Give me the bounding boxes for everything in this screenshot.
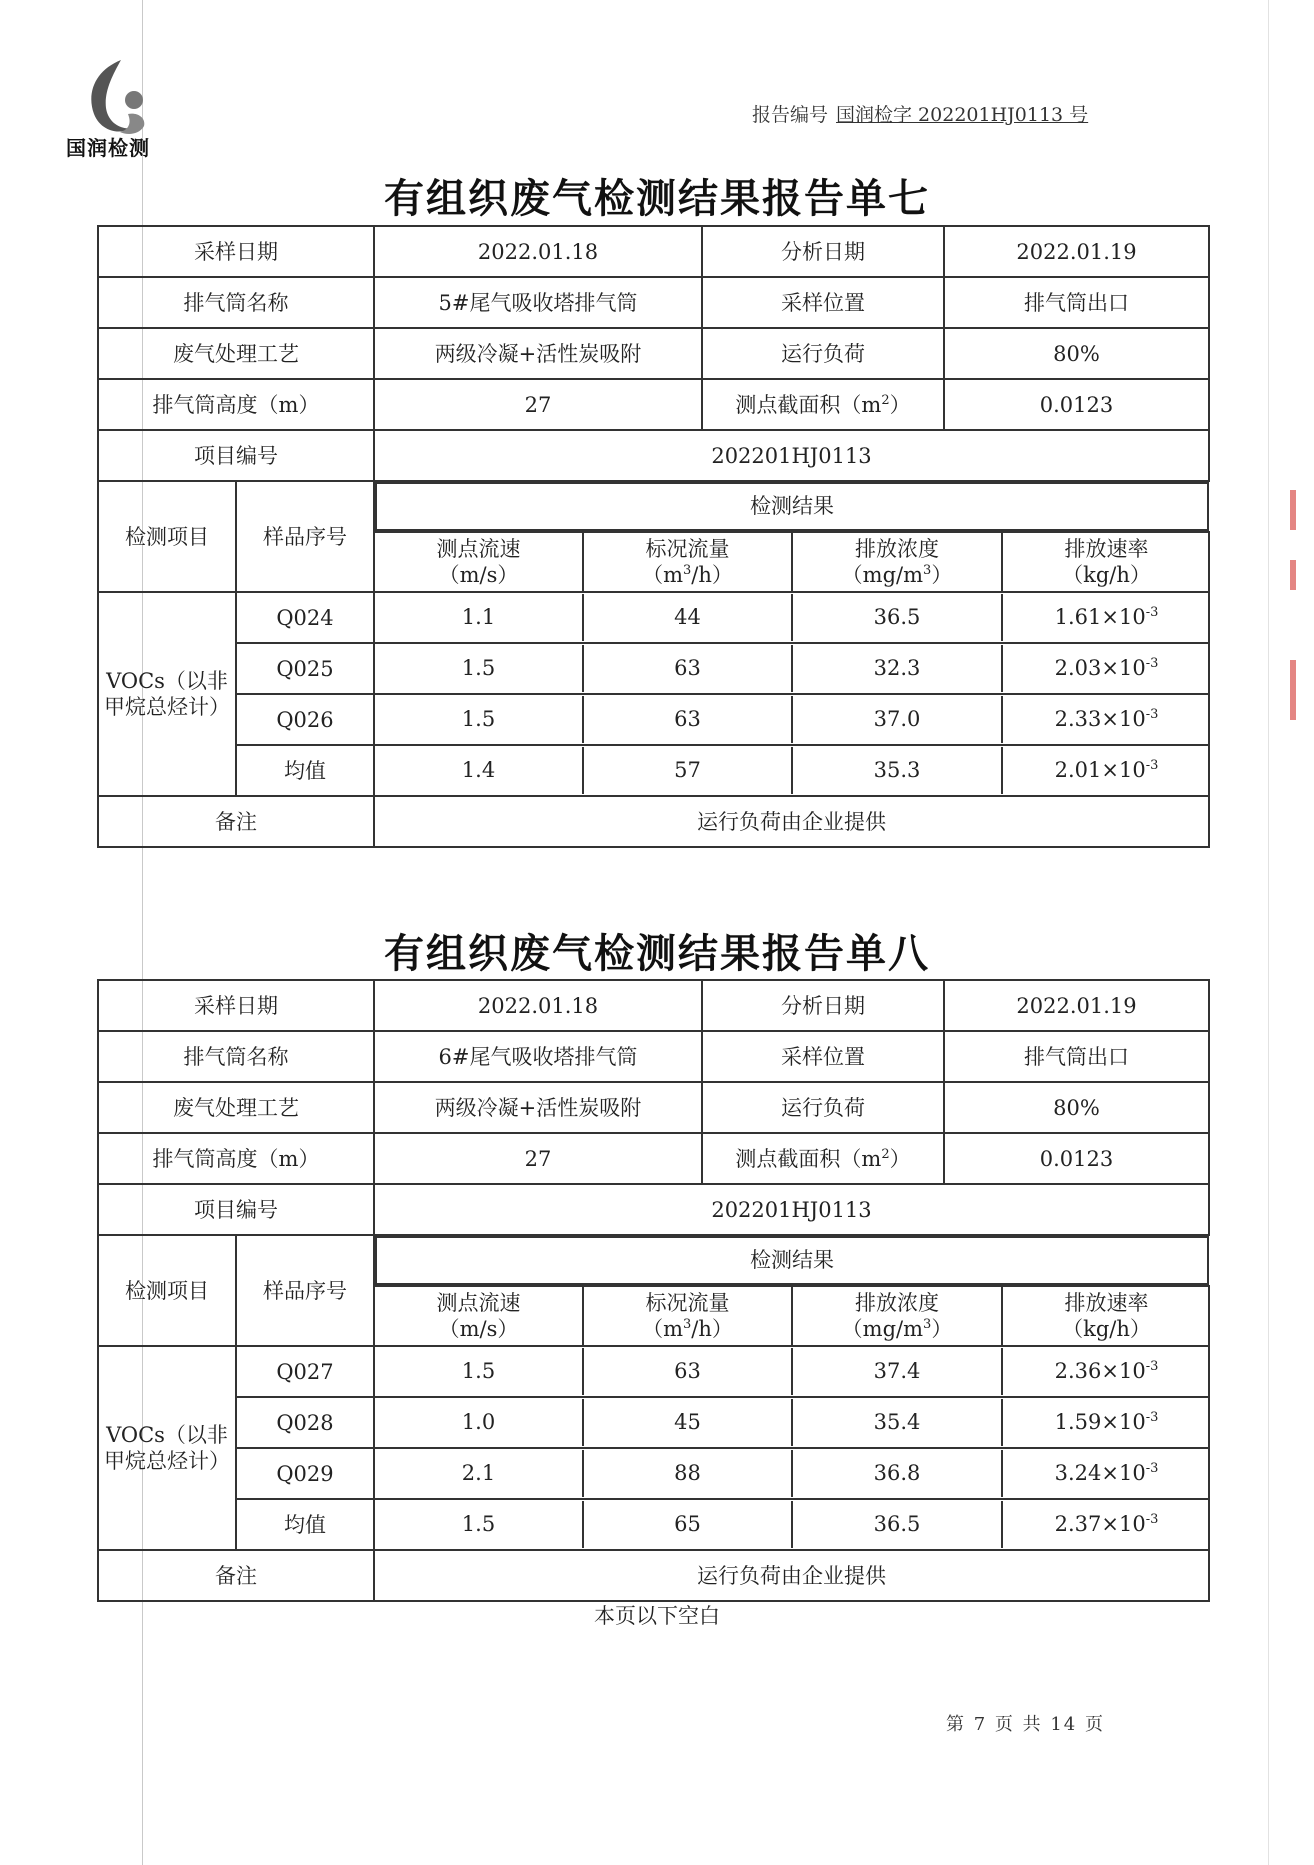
superscript: -3 [1145,758,1159,773]
rate-label: 排放速率 [1064,1291,1149,1315]
rate-value [1003,1348,1210,1395]
data-row [374,1397,1209,1448]
conc-value: 36.5 [793,1501,1003,1548]
flow-value: 63 [584,645,793,692]
flow-header [584,533,793,591]
report-table [97,225,1210,848]
rate-value [1003,1399,1210,1446]
rate-header [1003,1287,1210,1345]
area-value: 0.0123 [944,1133,1209,1184]
label-cell: 检测项目 [98,481,236,592]
sample-position-value: 排气筒出口 [944,277,1209,328]
report-title: 有组织废气检测结果报告单八 [384,931,930,977]
label-cell: 排气筒名称 [98,277,374,328]
label-cell: 采样位置 [702,1031,944,1082]
conc-value: 37.0 [793,696,1003,743]
conc-value: 36.8 [793,1450,1003,1497]
rate-value [1003,1450,1210,1497]
unit-text: （m [642,1317,684,1341]
results-subheader [374,532,1209,592]
label-cell: 排气筒高度（m） [98,1133,374,1184]
unit-text: （mg/m [841,563,924,587]
report-number-value: 国润检字 202201HJ0113 号 [836,104,1089,126]
project-no-value: 202201HJ0113 [374,430,1209,481]
data-row [374,592,1209,643]
data-row [374,1499,1209,1550]
project-no-value: 202201HJ0113 [374,1184,1209,1235]
sample-date-value: 2022.01.18 [374,226,702,277]
rate-value [1003,696,1210,743]
rate-value [1003,1501,1210,1548]
label-cell: 项目编号 [98,430,374,481]
area-label [702,379,944,430]
rate-value [1003,594,1210,641]
conc-header [793,1287,1003,1345]
rate-unit: （kg/h） [1062,563,1151,587]
velocity-header [375,1287,584,1345]
sample-seq: Q028 [236,1397,374,1448]
item-name: VOCs（以非甲烷总烃计） [98,592,236,796]
label-cell: 样品序号 [236,1235,374,1346]
superscript: -3 [1145,1410,1159,1425]
area-label-suffix: ） [889,1146,911,1171]
label-cell: 项目编号 [98,1184,374,1235]
report-number-label: 报告编号 [752,104,829,126]
flow-value: 88 [584,1450,793,1497]
unit-text: ） [931,1317,953,1341]
rate-mantissa: 2.33×10 [1054,707,1146,731]
velocity-value: 1.5 [375,1348,584,1395]
label-cell: 废气处理工艺 [98,328,374,379]
analysis-date-value: 2022.01.19 [944,226,1209,277]
stack-name-value: 5#尾气吸收塔排气筒 [374,277,702,328]
label-cell: 采样日期 [98,226,374,277]
rate-value [1003,645,1210,692]
conc-header [793,533,1003,591]
conc-value: 32.3 [793,645,1003,692]
flow-value: 65 [584,1501,793,1548]
sample-seq: Q025 [236,643,374,694]
flow-unit [584,562,791,588]
velocity-value: 1.5 [375,696,584,743]
area-label-text: 测点截面积（m [735,1146,882,1171]
data-row [374,745,1209,796]
flow-value: 44 [584,594,793,641]
rate-mantissa: 1.59×10 [1054,1410,1146,1434]
stack-name-value: 6#尾气吸收塔排气筒 [374,1031,702,1082]
label-cell: 分析日期 [702,226,944,277]
label-cell: 检测项目 [98,1235,236,1346]
conc-value: 35.4 [793,1399,1003,1446]
label-cell: 运行负荷 [702,1082,944,1133]
rate-value [1003,747,1210,794]
velocity-label: 测点流速 [436,537,521,561]
data-row [374,1448,1209,1499]
rate-label: 排放速率 [1064,537,1149,561]
conc-unit [793,1316,1001,1342]
treatment-value: 两级冷凝+活性炭吸附 [374,1082,702,1133]
load-value: 80% [944,1082,1209,1133]
label-cell: 排气筒高度（m） [98,379,374,430]
results-header-wrap [374,1235,1209,1286]
flow-label: 标况流量 [645,537,730,561]
conc-value: 35.3 [793,747,1003,794]
results-subheader [374,1286,1209,1346]
label-cell: 废气处理工艺 [98,1082,374,1133]
label-cell: 采样位置 [702,277,944,328]
stack-height-value: 27 [374,1133,702,1184]
superscript: 3 [923,563,932,578]
velocity-value: 1.0 [375,1399,584,1446]
load-value: 80% [944,328,1209,379]
unit-text: （m [642,563,684,587]
treatment-value: 两级冷凝+活性炭吸附 [374,328,702,379]
analysis-date-value: 2022.01.19 [944,980,1209,1031]
rate-mantissa: 3.24×10 [1054,1461,1146,1485]
area-label-text: 测点截面积（m [735,392,882,417]
velocity-label: 测点流速 [436,1291,521,1315]
results-header: 检测结果 [375,482,1209,531]
rate-mantissa: 2.01×10 [1054,758,1146,782]
results-header: 检测结果 [375,1236,1209,1285]
results-header-wrap [374,481,1209,532]
velocity-value: 2.1 [375,1450,584,1497]
flow-value: 63 [584,1348,793,1395]
flow-label: 标况流量 [645,1291,730,1315]
label-cell: 备注 [98,1550,374,1601]
velocity-unit: （m/s） [438,1317,519,1341]
data-row [374,694,1209,745]
label-cell: 备注 [98,796,374,847]
data-row [374,643,1209,694]
area-label [702,1133,944,1184]
rate-mantissa: 2.03×10 [1054,656,1146,680]
velocity-unit: （m/s） [438,563,519,587]
sample-seq: 均值 [236,745,374,796]
sample-seq: Q024 [236,592,374,643]
flow-header [584,1287,793,1345]
report-number [752,100,1088,127]
superscript: 3 [683,563,692,578]
conc-value: 37.4 [793,1348,1003,1395]
flow-value: 45 [584,1399,793,1446]
sample-seq: Q029 [236,1448,374,1499]
superscript: -3 [1145,1359,1159,1374]
unit-text: /h） [691,563,733,587]
conc-unit [793,562,1001,588]
superscript: -3 [1145,605,1159,620]
area-value: 0.0123 [944,379,1209,430]
conc-value: 36.5 [793,594,1003,641]
sample-seq: Q027 [236,1346,374,1397]
superscript: -3 [1145,1461,1159,1476]
label-cell: 样品序号 [236,481,374,592]
label-cell: 运行负荷 [702,328,944,379]
unit-text: /h） [691,1317,733,1341]
data-row [374,1346,1209,1397]
superscript: 2 [881,392,890,408]
label-cell: 排气筒名称 [98,1031,374,1082]
sample-date-value: 2022.01.18 [374,980,702,1031]
area-label-suffix: ） [889,392,911,417]
report-table [97,979,1210,1602]
item-name: VOCs（以非甲烷总烃计） [98,1346,236,1550]
rate-unit: （kg/h） [1062,1317,1151,1341]
remark-value: 运行负荷由企业提供 [374,796,1209,847]
sample-seq: Q026 [236,694,374,745]
sample-position-value: 排气筒出口 [944,1031,1209,1082]
superscript: 3 [923,1317,932,1332]
flow-unit [584,1316,791,1342]
superscript: 3 [683,1317,692,1332]
rate-mantissa: 1.61×10 [1054,605,1146,629]
unit-text: （mg/m [841,1317,924,1341]
superscript: -3 [1145,707,1159,722]
rate-header [1003,533,1210,591]
flow-value: 63 [584,696,793,743]
velocity-value: 1.1 [375,594,584,641]
stamp-fragment [1290,660,1296,720]
velocity-value: 1.5 [375,645,584,692]
velocity-header [375,533,584,591]
blank-note: 本页以下空白 [594,1604,720,1628]
stamp-fragment [1290,560,1296,590]
conc-label: 排放浓度 [855,1291,939,1315]
velocity-value: 1.4 [375,747,584,794]
rate-mantissa: 2.36×10 [1054,1359,1146,1383]
unit-text: ） [931,563,953,587]
flow-value: 57 [584,747,793,794]
stamp-fragment [1290,490,1296,530]
velocity-value: 1.5 [375,1501,584,1548]
label-cell: 采样日期 [98,980,374,1031]
superscript: -3 [1145,1512,1159,1527]
page-number: 第 7 页 共 14 页 [946,1714,1105,1735]
conc-label: 排放浓度 [855,537,939,561]
sample-seq: 均值 [236,1499,374,1550]
logo-text: 国润检测 [66,136,150,160]
label-cell: 分析日期 [702,980,944,1031]
stack-height-value: 27 [374,379,702,430]
superscript: 2 [881,1146,890,1162]
report-title: 有组织废气检测结果报告单七 [384,176,930,222]
rate-mantissa: 2.37×10 [1054,1512,1146,1536]
superscript: -3 [1145,656,1159,671]
remark-value: 运行负荷由企业提供 [374,1550,1209,1601]
